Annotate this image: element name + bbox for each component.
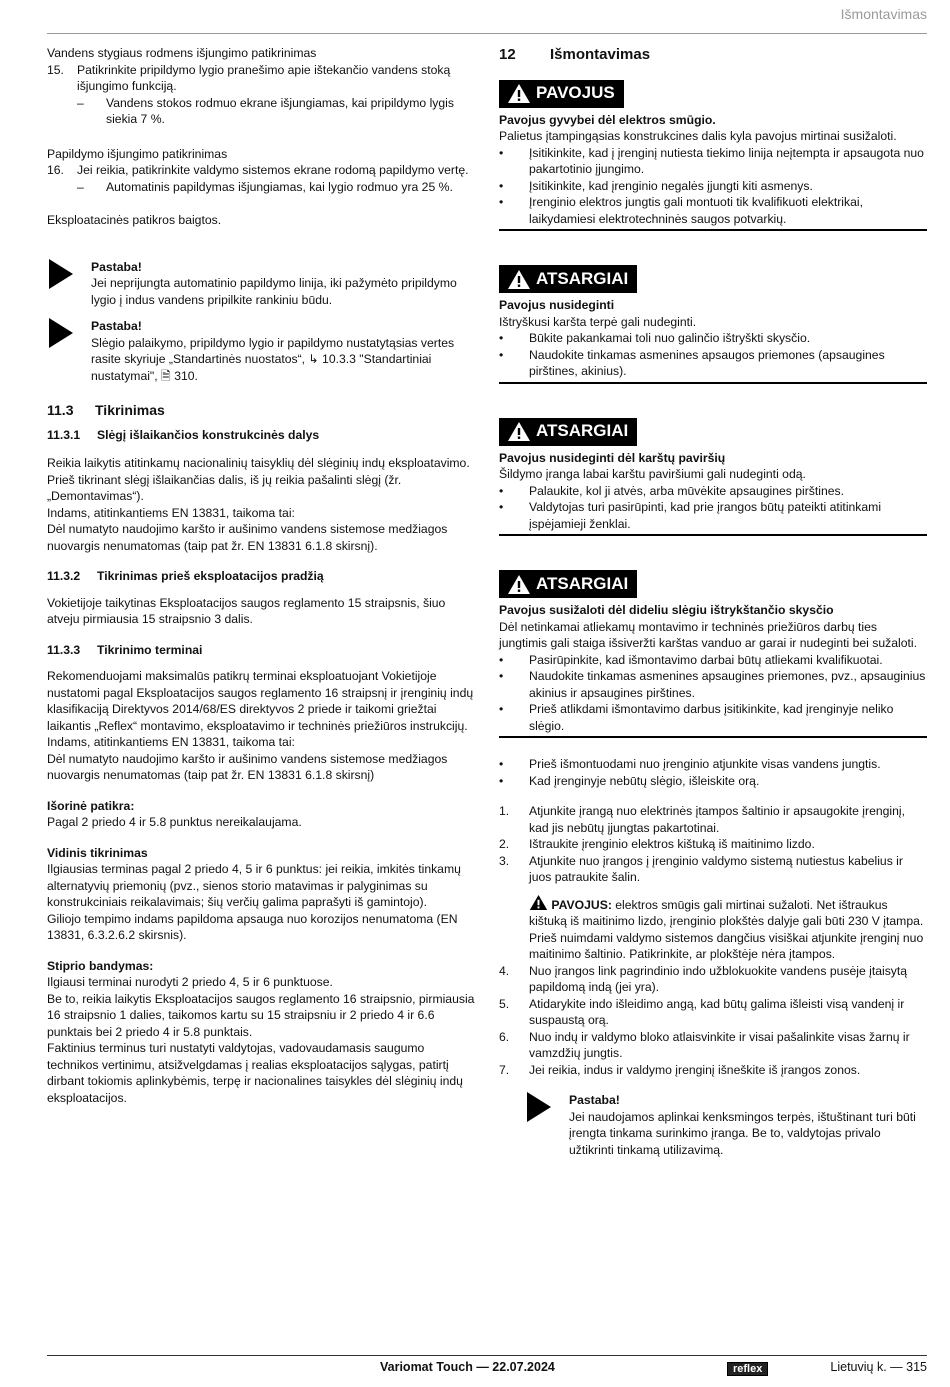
note-arrow-icon	[527, 1092, 551, 1122]
paragraph: Dėl numatyto naudojimo karšto ir aušinimo vandens sistemose medžiagos nuovargis nenumatomas (taip pat žr. EN 13831 6.1.8 skirsnį)	[47, 751, 448, 782]
caution-box	[499, 418, 927, 537]
caution-badge: ATSARGIAI	[499, 265, 637, 293]
paragraph: Ilgiausias terminas pagal 2 priedo 4, 5 ir 6 punktus: jei reikia, imkitės tinkamų alternatyvių priemonių (pvz., sienos storio matavimas ir palyginimas su konstrukciniais reikalavimais; šių verčių galima paprašyti iš gamintojo).	[47, 862, 461, 909]
warning-triangle-icon	[529, 894, 548, 911]
strength-test-title: Stiprio bandymas:	[47, 958, 154, 973]
list-item: • Prieš išmontuodami nuo įrenginio atjunkite visas vandens jungtis.	[499, 757, 881, 771]
water-check-title: Vandens stygiaus rodmens išjungimo patikrinimas	[47, 46, 317, 60]
section-12-heading: 12 Išmontavimas	[499, 46, 651, 63]
list-item: • Kad įrenginyje nebūtų slėgio, išleiskite orą.	[499, 773, 760, 788]
note-1	[47, 259, 475, 309]
list-item: • Įrenginio elektros jungtis gali montuoti tik kvalifikuoti elektrikai, laikydamiesi elektrotechninės saugos potvarkių.	[499, 195, 863, 226]
warning-title: Pavojus susižaloti dėl dideliu slėgiu ištrykštančio skysčio	[499, 603, 834, 617]
note-3	[525, 1092, 927, 1158]
paragraph: Rekomenduojami maksimalūs patikrų terminai eksploatuojant Vokietijoje nustatomi pagal Eksploatacijos saugos reglamento 16 straipsnį ir įrenginių indų klasifikaciją Direktyvos 2014/68/ES direktyvos 2 priede ir taikomi griežtai laikantis „Reflex“ montavimo, eksploatavimo ir techninės priežiūros instrukcijų.	[47, 669, 474, 733]
step-item: 4. Nuo įrangos link pagrindinio indo užblokuokite vandens pusėje įtaisytą papildomą indą (jei yra).	[499, 963, 908, 994]
list-item: • Įsitikinkite, kad į įrenginį nutiesta tiekimo linija neįtempta ir apsaugota nuo pakartotinio įjungimo.	[499, 145, 924, 176]
note-3-text: Jei naudojamos aplinkai kenksmingos terpės, ištuštinant turi būti įrengta tinkama surinkimo įranga. Be to, valdytojas privalo užtikrinti tinkamą utilizavimą.	[569, 1109, 916, 1157]
section-11-3-3-heading: 11.3.3 Tikrinimo terminai	[47, 642, 203, 657]
note-3-title: Pastaba!	[569, 1093, 620, 1107]
paragraph: Vokietijoje taikytinas Eksploatacijos saugos reglamento 15 straipsnis, šiuo atveju pirmiausia 15 straipsnio 3 dalis.	[47, 595, 446, 626]
prerequisites-list	[499, 756, 927, 789]
footer-page: Lietuvių k. — 315	[830, 1360, 927, 1374]
footer-divider	[47, 1355, 927, 1356]
step-item: 6. Nuo indų ir valdymo bloko atlaisvinkite ir visai pašalinkite visas žarnų ir vamzdžių jungtis.	[499, 1029, 910, 1060]
note-arrow-icon	[49, 259, 73, 289]
paragraph: Pagal 2 priedo 4 ir 5.8 punktus nereikalaujama.	[47, 815, 302, 829]
danger-box	[499, 80, 927, 232]
paragraph: Indams, atitinkantiems EN 13831, taikoma tai:	[47, 505, 295, 520]
note-1-text: Jei neprijungta automatinio papildymo linija, iki pažymėto pripildymo lygio į indus vandens pripilkite rankiniu būdu.	[91, 276, 457, 307]
section-11-3-2-heading: 11.3.2 Tikrinimas prieš eksploatacijos pradžią	[47, 569, 324, 583]
refill-check-title: Papildymo išjungimo patikrinimas	[47, 146, 228, 161]
paragraph: Giliojo tempimo indams papildoma apsauga nuo korozijos nenumatoma (EN 13831, 6.3.2.6.2 skirsnis).	[47, 911, 458, 942]
note-arrow-icon	[49, 318, 73, 348]
note-1-title: Pastaba!	[91, 259, 142, 274]
tests-done-text: Eksploatacinės patikros baigtos.	[47, 213, 222, 227]
caution-badge: ATSARGIAI	[499, 570, 637, 598]
header-divider	[47, 33, 927, 34]
step-item: 7. Jei reikia, indus ir valdymo įrenginį išneškite iš įrangos zonos.	[499, 1062, 861, 1077]
step-item: 3. Atjunkite nuo įrangos į įrenginio valdymo sistemą nutiestus kabelius ir juos patraukite šalin.	[499, 853, 903, 884]
step-15-result: – Vandens stokos rodmuo ekrane išjungiamas, kai pripildymo lygis siekia 7 %.	[77, 95, 454, 126]
list-item: • Būkite pakankamai toli nuo galinčio ištryškti skysčio.	[499, 331, 811, 345]
warning-title: Pavojus nusideginti	[499, 298, 615, 312]
list-item: • Prieš atlikdami išmontavimo darbus įsitikinkite, kad įrenginyje neliko slėgio.	[499, 702, 894, 733]
list-item: • Pasirūpinkite, kad išmontavimo darbai būtų atliekami kvalifikuotai.	[499, 652, 883, 667]
paragraph: Dėl numatyto naudojimo karšto ir aušinimo vandens sistemose medžiagos nuovargis nenumatomas (taip pat žr. EN 13831 6.1.8 skirsnį).	[47, 522, 448, 553]
note-2-text: Slėgio palaikymo, pripildymo lygio ir papildymo nustatytąsias vertes rasite skyriuje „Standartinės nuostatos“, ↳ 10.3.3 "Standartiniai nustatymai", 🗎 310.	[91, 335, 455, 383]
left-column	[47, 45, 475, 1106]
list-item: • Įsitikinkite, kad įrenginio negalės įjungti kiti asmenys.	[499, 178, 813, 193]
warning-text: Ištryškusi karšta terpė gali nudeginti.	[499, 314, 697, 329]
paragraph: Ilgiausi terminai nurodyti 2 priedo 4, 5 ir 6 punktuose.	[47, 975, 333, 989]
danger-label: PAVOJUS:	[551, 897, 612, 912]
warning-triangle-icon	[507, 269, 531, 290]
warning-title: Pavojus nusideginti dėl karštų paviršių	[499, 450, 726, 465]
warning-text: Dėl netinkamai atliekamų montavimo ir techninės priežiūros darbų ties jungtimis gali staiga išsiveržti karštas vanduo ar garai ir nudeginti bei sužaloti.	[499, 619, 917, 650]
step-item: 2. Ištraukite įrenginio elektros kištuką iš maitinimo lizdo.	[499, 837, 815, 851]
list-item: • Palaukite, kol ji atvės, arba mūvėkite apsaugines pirštines.	[499, 483, 845, 498]
caution-box	[499, 570, 927, 738]
danger-badge: PAVOJUS	[499, 80, 624, 108]
paragraph: Reikia laikytis atitinkamų nacionalinių taisyklių dėl slėginių indų eksploatavimo. Prieš tikrinant slėgį išlaikančias dalis, iš jų reikia pašalinti slėgį (žr. „Demontavimas“).	[47, 456, 470, 503]
list-item: • Valdytojas turi pasirūpinti, kad prie įrangos būtų pateikti atitinkami įspėjamieji ženklai.	[499, 500, 882, 531]
external-check-title: Išorinė patikra:	[47, 798, 135, 813]
footer-product: Variomat Touch — 22.07.2024	[380, 1360, 555, 1374]
step-item: 5. Atidarykite indo išleidimo angą, kad būtų galima išleisti visą vandenį ir suspaustą orą.	[499, 996, 905, 1027]
note-2-title: Pastaba!	[91, 319, 142, 333]
paragraph: Faktinius terminus turi nustatyti valdytojas, vadovaudamasis saugumo technikos vertinimu, atsižvelgdamas į realias eksploatacijos sąlygas, patirtį dirbant tokiomis aplinkybėmis, terpę ir nacionalines taisykles dėl slėginių indų eksploatacijos.	[47, 1041, 463, 1105]
warning-text: Palietus įtampingąsias konstrukcines dalis kyla pavojus mirtinai susižaloti.	[499, 129, 897, 143]
list-item: • Naudokite tinkamas asmenines apsaugines priemones, pvz., apsauginius akinius ir apsaugines pirštines.	[499, 669, 926, 700]
reflex-logo: reflex	[727, 1360, 768, 1377]
section-11-3-1-heading: 11.3.1 Slėgį išlaikančios konstrukcinės dalys	[47, 427, 320, 442]
warning-triangle-icon	[507, 421, 531, 442]
step-16-result: – Automatinis papildymas išjungiamas, kai lygio rodmuo yra 25 %.	[77, 179, 453, 194]
step-15: 15. Patikrinkite pripildymo lygio pranešimo apie ištekančio vandens stoką išjungimo funkciją.	[47, 62, 451, 93]
caution-badge: ATSARGIAI	[499, 418, 637, 446]
step-16: 16. Jei reikia, patikrinkite valdymo sistemos ekrane rodomą papildymo vertę.	[47, 163, 469, 177]
steps-list	[499, 803, 927, 886]
right-column	[499, 45, 927, 1158]
paragraph: Indams, atitinkantiems EN 13831, taikoma tai:	[47, 735, 295, 749]
danger-inline-note	[529, 894, 927, 963]
note-2	[47, 318, 475, 384]
list-item: • Naudokite tinkamas asmenines apsaugos priemones (apsaugines pirštines, akinius).	[499, 347, 885, 378]
internal-check-title: Vidinis tikrinimas	[47, 845, 148, 860]
header-title: Išmontavimas	[840, 6, 927, 22]
section-11-3-heading: 11.3 Tikrinimas	[47, 402, 165, 418]
danger-text: elektros smūgis gali mirtinai sužaloti. Net ištraukus kištuką iš maitinimo lizdo, įrenginio plokštės dalyje gali būti 230 V įtampa. Prieš nuimdami valdymo sistemos dangčius visiškai atjunkite įrenginį nuo maitinimo šaltinio. Patikrinkite, ar plokštėje nėra įtampos.	[529, 897, 924, 961]
caution-box	[499, 265, 927, 384]
warning-title: Pavojus gyvybei dėl elektros smūgio.	[499, 112, 716, 127]
step-item: 1. Atjunkite įrangą nuo elektrinės įtampos šaltinio ir apsaugokite įrenginį, kad jis nebūtų įjungtas pakartotinai.	[499, 804, 905, 835]
paragraph: Be to, reikia laikytis Eksploatacijos saugos reglamento 16 straipsnio, pirmiausia 16 straipsnio 1 dalies, taikomos kartu su 15 straipsniu ir 2 priedo 4 ir 6.6 punktais bei 2 priedo 4 ir 5.8 punktais.	[47, 991, 475, 1039]
steps-list-continued	[499, 963, 927, 1079]
warning-triangle-icon	[507, 574, 531, 595]
warning-text: Šildymo įranga labai karštu paviršiumi gali nudeginti odą.	[499, 467, 806, 481]
warning-triangle-icon	[507, 83, 531, 104]
